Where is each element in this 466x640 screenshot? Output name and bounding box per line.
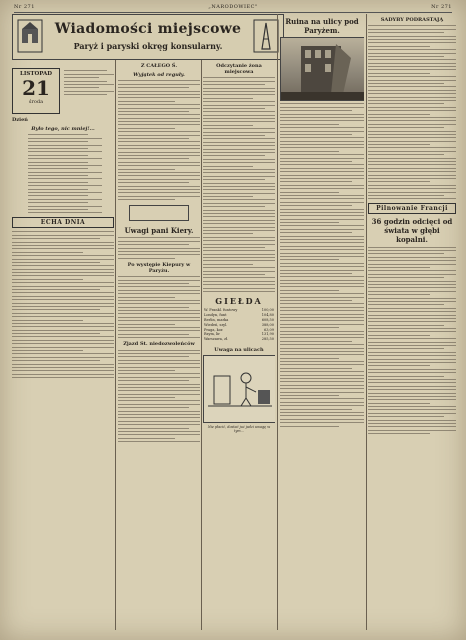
eiffel-tower-icon bbox=[253, 19, 279, 53]
column-b-kicker: Z CAŁEGO Ś. bbox=[140, 63, 178, 69]
column-b-headline: Wyjątek od reguły. bbox=[133, 72, 185, 78]
column-c-article bbox=[203, 77, 275, 292]
calendar-month: LISTOPAD bbox=[19, 71, 53, 77]
poem-body bbox=[12, 134, 114, 213]
exchange-value: 131,90 bbox=[261, 332, 274, 337]
page-number-right: Nr 271 bbox=[431, 4, 452, 10]
building-photo-icon bbox=[281, 38, 364, 100]
uwagi-headline: Uwagi pani Kiery. bbox=[124, 226, 194, 236]
column-c-headline: Odczytanie żona miejscowa bbox=[216, 63, 262, 75]
day-heading: Dzień bbox=[12, 117, 28, 123]
mine-headline: 36 godzin odcięci od świata w głębi kopalni. bbox=[371, 217, 453, 245]
echa-dnia-heading: ECHA DNIA bbox=[12, 217, 114, 228]
pilnowanie-box: Pilnowanie Francji bbox=[368, 203, 456, 214]
column-e-article-2 bbox=[368, 247, 456, 434]
exchange-value: 104,80 bbox=[261, 313, 274, 318]
ornament-box bbox=[129, 205, 189, 221]
section-subtitle: Paryż i paryski okręg konsularny. bbox=[73, 41, 223, 51]
column-d-article bbox=[280, 103, 364, 426]
column-d bbox=[280, 14, 364, 630]
exchange-heading: GIEŁDA bbox=[215, 296, 263, 306]
paper-name: „NARODOWIEC" bbox=[208, 4, 258, 10]
running-header bbox=[14, 2, 452, 13]
column-b bbox=[118, 60, 200, 630]
echa-dnia-body bbox=[12, 231, 114, 378]
calendar-weekday: środa bbox=[28, 99, 44, 105]
exchange-table bbox=[203, 308, 275, 341]
kiepura-headline: Po występie Kiepury w Paryżu. bbox=[127, 261, 191, 274]
column-c bbox=[203, 60, 275, 630]
uwagi-body bbox=[118, 237, 200, 258]
calendar-day: 21 bbox=[22, 76, 50, 100]
section-title: Wiadomości miejscowe bbox=[54, 21, 242, 37]
page-number-left: Nr 271 bbox=[14, 4, 35, 10]
zjazd-body bbox=[118, 350, 200, 443]
ruina-headline: Ruina na ulicy pod Paryżem. bbox=[285, 17, 359, 35]
exchange-currency: Berlin, marka bbox=[204, 317, 229, 322]
exchange-currency: Londyn, funt bbox=[204, 313, 227, 318]
column-b-article-1 bbox=[118, 80, 200, 200]
exchange-value: 388,00 bbox=[261, 322, 274, 327]
cartoon-heading: Uwaga na ulicach bbox=[214, 347, 264, 354]
cartoon-caption: Nie płacić, dostać już jadzi uwagę w tym... bbox=[207, 425, 271, 434]
exchange-value: 100,00 bbox=[261, 308, 274, 313]
poem-title: Było tego, nic mniej!... bbox=[31, 126, 95, 132]
ruin-photo bbox=[280, 37, 364, 101]
calendar-card bbox=[12, 68, 60, 114]
cartoon-drawing-icon bbox=[204, 356, 275, 422]
kiepura-body bbox=[118, 276, 200, 338]
calendar-block bbox=[12, 68, 114, 114]
exchange-currency: Wiedeń, szyl. bbox=[204, 322, 228, 327]
exchange-currency: Rzym, lir bbox=[204, 332, 220, 337]
exchange-value: 285,50 bbox=[261, 337, 274, 342]
exchange-currency: Warszawa, zł. bbox=[204, 337, 229, 342]
calendar-notes bbox=[64, 68, 114, 114]
column-a bbox=[12, 14, 114, 630]
column-e-headline: SADYBY PODRASTAJĄ bbox=[380, 17, 444, 23]
exchange-currency: W. Frankl. funtowy bbox=[204, 308, 238, 313]
exchange-currency: Praga, kor. bbox=[204, 327, 224, 332]
column-e-article-1 bbox=[368, 25, 456, 199]
exchange-row bbox=[203, 337, 275, 342]
exchange-value: 63,09 bbox=[263, 327, 274, 332]
cartoon-illustration bbox=[203, 355, 275, 423]
column-e bbox=[368, 14, 456, 630]
exchange-value: 608,50 bbox=[261, 317, 274, 322]
zjazd-headline: Zjazd St. niedozwoleńców bbox=[123, 341, 195, 348]
